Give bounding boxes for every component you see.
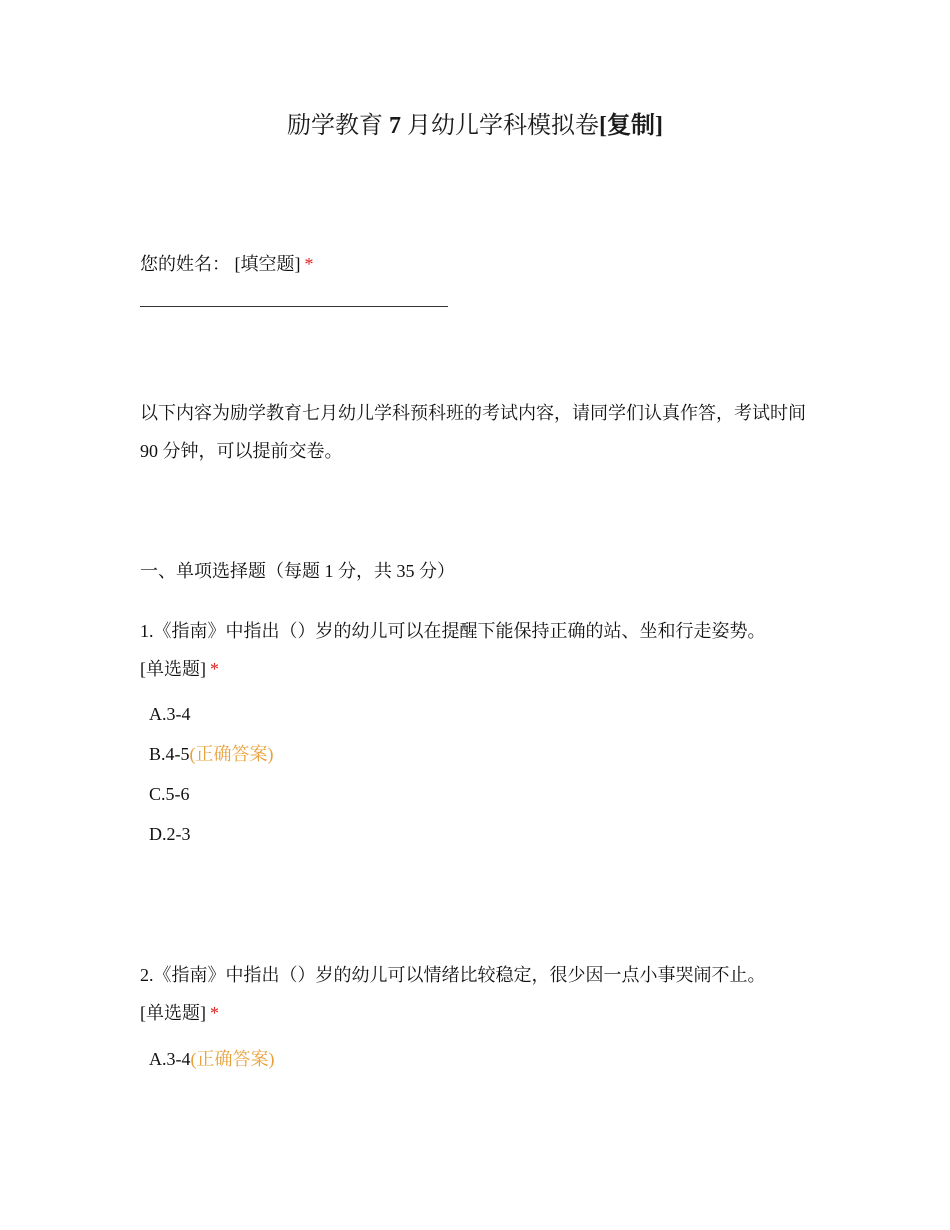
question-type-label: [单选题] — [140, 1003, 206, 1023]
required-mark: * — [304, 254, 314, 274]
question-1-option-a — [149, 702, 191, 726]
option-label: D.2-3 — [149, 824, 191, 844]
title-prefix: 励学教育 — [287, 113, 383, 139]
option-label: C.5-6 — [149, 784, 190, 804]
question-2-text: 2.《指南》中指出（）岁的幼儿可以情绪比较稳定，很少因一点小事哭闹不止。 — [140, 965, 766, 985]
required-mark: * — [210, 1003, 219, 1023]
option-label: A.3-4 — [149, 704, 191, 724]
option-label: B.4-5 — [149, 744, 190, 764]
name-question-label: 您的姓名： — [140, 254, 230, 274]
name-answer-line — [140, 306, 448, 307]
question-1-type — [140, 656, 219, 682]
question-1-option-d — [149, 822, 191, 846]
section-heading: 一、单项选择题（每题 1 分，共 35 分） — [140, 561, 455, 581]
intro-paragraph: 以下内容为励学教育七月幼儿学科预科班的考试内容，请同学们认真作答，考试时间 90 分钟，可以提前交卷。 — [140, 403, 806, 461]
question-1-text: 1.《指南》中指出（）岁的幼儿可以在提醒下能保持正确的站、坐和行走姿势。 — [140, 621, 766, 641]
name-question — [140, 251, 314, 277]
title-number: 7 — [389, 113, 401, 139]
required-mark: * — [210, 659, 219, 679]
question-2-type — [140, 1000, 219, 1026]
question-1-option-b — [149, 742, 274, 766]
title-suffix: [复制] — [599, 113, 663, 139]
correct-answer-tag: (正确答案) — [190, 1049, 275, 1069]
question-2-option-a — [149, 1047, 275, 1071]
question-type-label: [单选题] — [140, 659, 206, 679]
question-1-option-c — [149, 782, 190, 806]
title-middle: 月幼儿学科模拟卷 — [407, 113, 599, 139]
name-question-type: [填空题] — [234, 254, 301, 274]
option-label: A.3-4 — [149, 1049, 191, 1069]
correct-answer-tag: (正确答案) — [189, 744, 274, 764]
document-title — [0, 110, 950, 142]
